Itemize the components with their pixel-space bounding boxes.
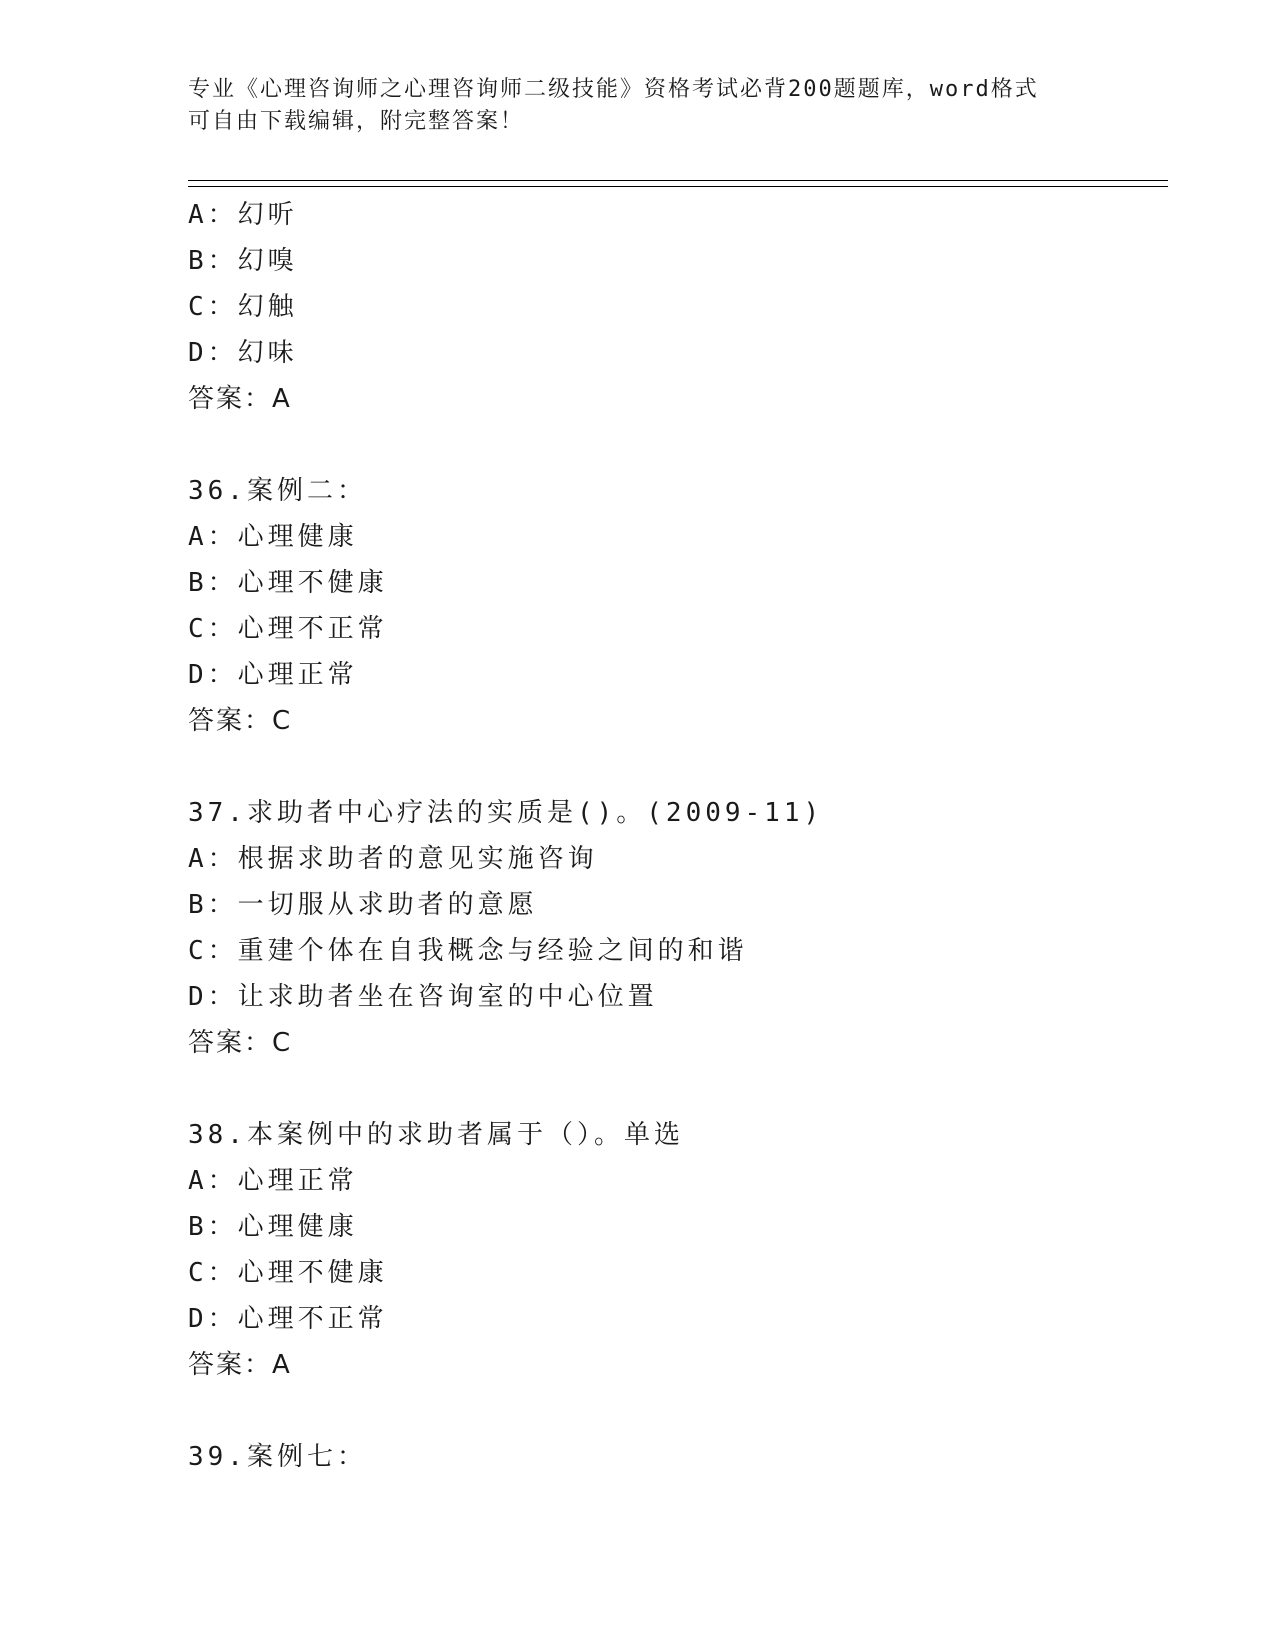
question-block — [188, 790, 1168, 1066]
option-b: B：幻嗅 — [188, 246, 298, 276]
answer-line: 答案：C — [188, 706, 293, 736]
question-title: 36.案例二： — [188, 476, 367, 506]
question-list — [188, 192, 1168, 1480]
question-block — [188, 1434, 1168, 1480]
document-header — [188, 74, 1088, 138]
option-d: D：幻味 — [188, 338, 298, 368]
option-d: D：让求助者坐在咨询室的中心位置 — [188, 982, 658, 1012]
question-block — [188, 192, 1168, 422]
header-rule-top — [188, 180, 1168, 181]
option-a: A：根据求助者的意见实施咨询 — [188, 844, 598, 874]
option-d: D：心理不正常 — [188, 1304, 388, 1334]
question-block — [188, 468, 1168, 744]
option-c: C：心理不正常 — [188, 614, 388, 644]
header-rule-bottom — [188, 186, 1168, 187]
question-title: 38.本案例中的求助者属于（）。单选 — [188, 1120, 684, 1150]
question-block — [188, 1112, 1168, 1388]
header-line-1: 专业《心理咨询师之心理咨询师二级技能》资格考试必背200题题库，word格式 — [188, 77, 1039, 102]
answer-line: 答案：A — [188, 384, 292, 414]
question-title: 39.案例七： — [188, 1442, 367, 1472]
option-c: C：幻触 — [188, 292, 298, 322]
option-a: A：心理正常 — [188, 1166, 358, 1196]
option-b: B：心理不健康 — [188, 568, 388, 598]
option-b: B：心理健康 — [188, 1212, 358, 1242]
answer-line: 答案：A — [188, 1350, 292, 1380]
option-d: D：心理正常 — [188, 660, 358, 690]
answer-line: 答案：C — [188, 1028, 293, 1058]
header-line-2: 可自由下载编辑，附完整答案！ — [188, 109, 525, 134]
question-title: 37.求助者中心疗法的实质是()。(2009-11) — [188, 798, 824, 828]
option-a: A：心理健康 — [188, 522, 358, 552]
option-c: C：重建个体在自我概念与经验之间的和谐 — [188, 936, 748, 966]
option-c: C：心理不健康 — [188, 1258, 388, 1288]
option-b: B：一切服从求助者的意愿 — [188, 890, 538, 920]
option-a: A：幻听 — [188, 200, 298, 230]
